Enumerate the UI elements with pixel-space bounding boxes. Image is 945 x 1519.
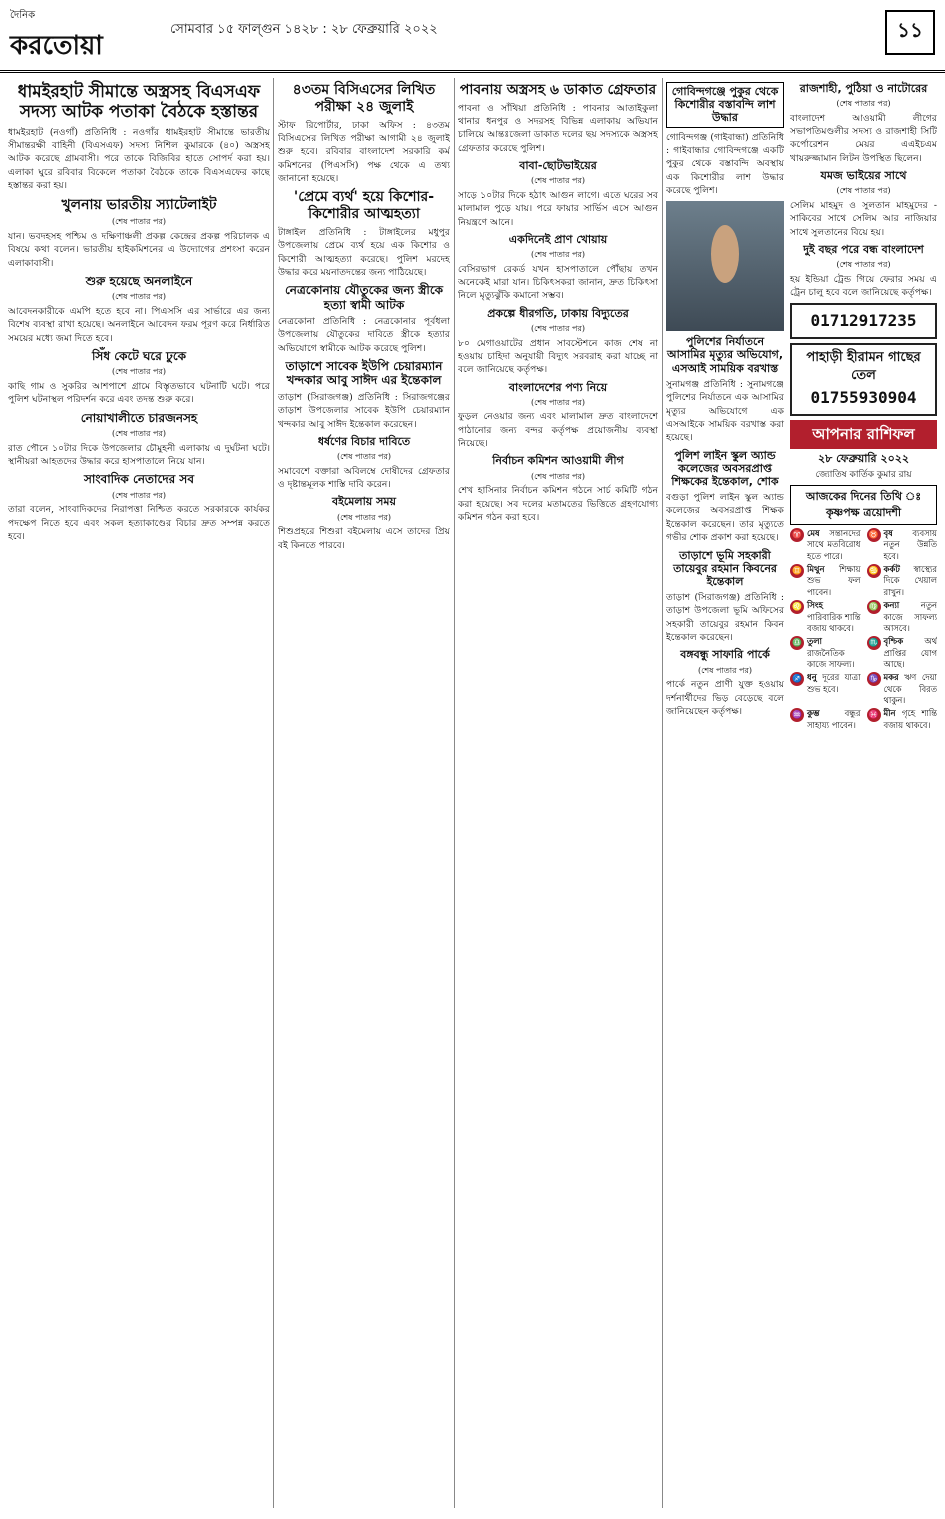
continued-note: (শেষ পাতার পর): [111, 429, 167, 438]
headline: পুলিশ লাইন স্কুল অ্যান্ড কলেজের অবসরপ্রাপ্ত শিক্ষকের ইন্তেকাল, শোক: [671, 448, 779, 488]
sign-name: তুলা: [807, 636, 822, 647]
horoscope-text: [807, 600, 861, 634]
article-body: হয় ইন্ডিয়া ট্রেন্ড গিয়ে ফেরার সময় এ ট্রেন চালু হবে বলে জানিয়েছে কর্তৃপক্ষ।: [790, 273, 937, 299]
article-body: বেসিরভাগ রেকর্ড যখন হাসপাতালে পৌঁছায় তখন অনেকেই মারা যান। চিকিৎসকরা জানান, দ্রুত চিকিৎসা নিলে মৃত্যুঝুঁকি কমানো সম্ভব।: [458, 263, 658, 302]
article-body: যান। ভবদহসহ পশ্চিম ও দক্ষিণাঞ্চলী প্রকল্প কেন্দ্রের প্রকল্প পরিচালক এ বিষয়ে কথা বলেন। ভারতীয় হাইকমিশনের এ উদ্যোগের প্রশংসা করেন এলাকাবাসী।: [8, 230, 270, 269]
news-photo: [666, 201, 784, 331]
article-body: টাঙ্গাইল প্রতিনিধি : টাঙ্গাইলের মধুপুর উপজেলায় প্রেমে ব্যর্থ হয়ে এক কিশোর ও কিশোরী আত্মহত্যা করেছে। পুলিশ মরদেহ উদ্ধার করে ময়নাতদন্তের জন্য পাঠিয়েছে।: [278, 226, 450, 278]
horoscope-text: [884, 636, 938, 670]
horoscope-text: [807, 708, 861, 731]
headline: গোবিন্দগঞ্জে পুকুর থেকে কিশোরীর বস্তাবন্দি লাশ উদ্ধার: [666, 82, 784, 128]
ad-phone-number: 01755930904: [810, 388, 917, 408]
continued-note: (শেষ পাতার পর): [336, 512, 392, 522]
column-4-left: [666, 78, 784, 731]
horoscope-text: [884, 708, 938, 731]
article-body: ৮০ মেগাওয়াটের প্রধান সাবস্টেশনে কাজ শেষ না হওয়ায় চাহিদা অনুযায়ী বিদ্যুৎ সরবরাহ করা যাচ্ছে না বলে জানিয়েছে কর্তৃপক্ষ।: [458, 337, 658, 376]
headline: ধর্ষণের বিচার দাবিতে: [317, 434, 411, 448]
continued-note: (শেষ পাতার পর): [697, 665, 753, 675]
article-body: শেখ হাসিনার নির্বাচন কমিশন গঠনে সার্চ কমিটি গঠন করা হয়েছে। সব দলের মতামতের ভিত্তিতে গ্রহণযোগ্য কমিশন গঠন করা হবে।: [458, 485, 658, 523]
zodiac-icon: ♓: [867, 708, 881, 722]
sign-name: ধনু: [807, 672, 817, 683]
horoscope-sign: [867, 528, 938, 562]
headline: শুরু হয়েছে অনলাইনে: [85, 273, 193, 288]
horoscope-sign: [790, 564, 861, 598]
sign-name: কুম্ভ: [807, 708, 820, 719]
sign-text: স্বাস্থ্যের দিকে খেয়াল রাখুন।: [883, 564, 937, 597]
zodiac-icon: ♐: [790, 672, 804, 686]
article-body: ধামইরহাট (নওগাঁ) প্রতিনিধি : নওগাঁর ধামইরহাট সীমান্তে ভারতীয় সীমান্তরক্ষী বাহিনী (বিএসএফ) সদস্য নিশিল কুমারকে (৪০) অস্ত্রসহ আটক করেছে গ্রামবাসী। পরে তাকে বিজিবির হাতে সোপর্দ করা হয়। এলাকা ঘুরে রবিবার বিকেলে পতাকা বৈঠকে তাকে বিএসএফের কাছে হস্তান্তর করা হয়।: [8, 126, 270, 192]
headline: নোয়াখালীতে চারজনসহ: [80, 410, 198, 425]
ad-phone-number: 01712917235: [810, 311, 917, 331]
article-body: সমাবেশে বক্তারা অবিলম্বে দোষীদের গ্রেফতার ও দৃষ্টান্তমূলক শাস্তি দাবি করেন।: [278, 465, 450, 491]
sign-text: রাজনৈতিক কাজে সাফল্য।: [807, 647, 855, 669]
horoscope-sign: [790, 672, 861, 706]
headline: ৪৩তম বিসিএসের লিখিত পরীক্ষা ২৪ জুলাই: [292, 82, 436, 115]
headline: তাড়াশে ভূমি সহকারী তায়েবুর রহমান কিবনের ইন্তেকাল: [673, 548, 777, 588]
sign-name: কন্যা: [883, 600, 900, 611]
horoscope-grid: [790, 528, 937, 731]
headline: বাংলাদেশের পণ্য নিয়ে: [508, 380, 608, 394]
dateline: সোমবার ১৫ ফাল্গুন ১৪২৮ : ২৮ ফেব্রুয়ারি ২০২২: [170, 22, 438, 37]
headline: 'প্রেমে ব্যর্থ' হয়ে কিশোর-কিশোরীর আত্মহত্যা: [293, 189, 435, 223]
sign-text: দূরের যাত্রা শুভ হবে।: [807, 672, 861, 694]
horoscope-text: [884, 564, 938, 598]
lead-headline: ধামইরহাট সীমান্তে অস্ত্রসহ বিএসএফ সদস্য আটক পতাকা বৈঠকে হস্তান্তর: [17, 82, 261, 123]
sign-text: অর্থ প্রাপ্তির যোগ আছে।: [883, 636, 937, 669]
column-3: [458, 78, 658, 1508]
logo-text: করতোয়া: [10, 31, 103, 61]
headline: বইমেলায় সময়: [332, 495, 396, 509]
headline: যমজ ভাইয়ের সাথে: [820, 169, 907, 183]
column-4: [666, 78, 937, 1508]
ad-title: পাহাড়ী হীরামন গাছের তেল: [806, 349, 921, 384]
tithi-box: আজকের দিনের তিথি ঃ কৃষ্ণপক্ষ ত্রয়োদশী: [790, 485, 937, 525]
horoscope-text: [807, 528, 861, 562]
continued-note: (শেষ পাতার পর): [336, 452, 392, 462]
horoscope-sign: [867, 564, 938, 598]
continued-note: (শেষ পাতার পর): [111, 490, 167, 500]
sign-text: ঋণ দেয়া থেকে বিরত থাকুন।: [883, 672, 937, 705]
horoscope-date: ২৮ ফেব্রুয়ারি ২০২২: [817, 452, 910, 466]
zodiac-icon: ♋: [867, 564, 881, 578]
horoscope-text: [884, 600, 938, 634]
horoscope-sign: [867, 708, 938, 731]
horoscope-text: [807, 672, 861, 706]
sign-text: সন্তানদের সাথে মতবিরোধ হতে পারে।: [807, 528, 861, 561]
continued-note: (শেষ পাতার পর): [530, 176, 586, 186]
sign-name: সিংহ: [807, 600, 823, 611]
headline: প্রকল্পে ধীরগতি, ঢাকায় বিদ্যুতের: [487, 306, 629, 320]
headline: পাবনায় অস্ত্রসহ ৬ ডাকাত গ্রেফতার: [459, 82, 657, 98]
horoscope-sign: [790, 528, 861, 562]
sign-text: পারিবারিক শান্তি বজায় থাকবে।: [807, 611, 861, 633]
headline: নেত্রকোনায় যৌতুকের জন্য স্ত্রীকে হত্যা স্বামী আটক: [284, 283, 444, 312]
horoscope-author: জ্যোতিষ কার্তিক কুমার রায়: [815, 470, 912, 481]
continued-note: (শেষ পাতার পর): [836, 260, 891, 270]
page-number: ১১: [885, 10, 935, 55]
continued-note: (শেষ পাতার পর): [836, 99, 891, 109]
article-body: বাংলাদেশ আওয়ামী লীগের সভাপতিমণ্ডলীর সদস্য ও রাজশাহী সিটি কর্পোরেশন মেয়র এএইচএম খায়রুজ্জামান লিটন উপস্থিত ছিলেন।: [790, 112, 937, 164]
article-body: স্টাফ রিপোর্টার, ঢাকা অফিস : ৪৩তম বিসিএসের লিখিত পরীক্ষা আগামী ২৪ জুলাই শুরু হবে। রবিবার বাংলাদেশ সরকারি কর্ম কমিশনের (পিএসসি) পক্ষ থেকে এ তথ্য জানানো হয়েছে।: [278, 119, 450, 184]
sign-text: গৃহে শান্তি বজায় থাকবে।: [883, 708, 937, 730]
column-4-right: [790, 78, 937, 731]
headline: সিঁধ কেটে ঘরে ঢুকে: [91, 348, 187, 363]
headline: বাবা-ছোটভাইয়ের: [519, 159, 597, 173]
article-body: নেত্রকোনা প্রতিনিধি : নেত্রকোনার পূর্বধলা উপজেলায় যৌতুকের দাবিতে স্ত্রীকে হত্যার অভিযোগে স্বামীকে আটক করেছে পুলিশ।: [278, 316, 450, 354]
horoscope-title: আপনার রাশিফল: [790, 420, 937, 450]
article-body: কাছি গাম ও সুকরির আশপাশে গ্রামে বিস্তৃতভাবে ঘটনাটি ঘটে। পরে পুলিশ ঘটনাস্থল পরিদর্শন করে এবং তদন্ত শুরু করে।: [8, 380, 270, 406]
headline: রাজশাহী, পুঠিয়া ও নাটোরের: [799, 82, 928, 95]
article-body: গোবিন্দগঞ্জ (গাইবান্ধা) প্রতিনিধি : গাইবান্ধার গোবিন্দগঞ্জে একটি পুকুর থেকে বস্তাবন্দি অবস্থায় এক কিশোরীর লাশ উদ্ধার করেছে পুলিশ।: [666, 131, 784, 196]
article-body: তাড়াশ (সিরাজগঞ্জ) প্রতিনিধি : তাড়াশ উপজেলা ভূমি অফিসের সহকারী তায়েবুর রহমান কিবন ইন্তেকাল করেছেন।: [666, 592, 784, 644]
column-divider: [273, 78, 274, 1508]
sign-name: মীন: [883, 708, 896, 719]
horoscope-sign: [867, 672, 938, 706]
zodiac-icon: ♒: [790, 708, 804, 722]
headline: একদিনেই প্রাণ খোয়ায়: [508, 232, 608, 246]
logo-tag: দৈনিক: [10, 10, 36, 21]
headline: বঙ্গবন্ধু সাফারি পার্কে: [680, 648, 770, 662]
article-body: শিশুপ্রহরে শিশুরা বইমেলায় এসে তাদের প্রিয় বই কিনতে পারবে।: [278, 526, 450, 551]
headline: তাড়াশে সাবেক ইউপি চেয়ারম্যান খন্দকার আবু সাঈদ এর ইন্তেকাল: [285, 359, 443, 388]
continued-note: (শেষ পাতার পর): [836, 186, 891, 196]
advertisement-oil: [790, 343, 937, 416]
article-body: তাড়াশ (সিরাজগঞ্জ) প্রতিনিধি : সিরাজগঞ্জের তাড়াশ উপজেলার সাবেক ইউপি চেয়ারম্যান খন্দকার আবু সাঈদ ইন্তেকাল করেছেন।: [278, 391, 450, 430]
column-4-split: [666, 78, 937, 731]
horoscope-text: [807, 564, 861, 598]
sign-text: শিক্ষায় শুভ ফল পাবেন।: [807, 564, 861, 597]
sign-text: ব্যবসায় নতুন উন্নতি হবে।: [883, 528, 937, 561]
continued-note: (শেষ পাতার পর): [111, 367, 167, 377]
zodiac-icon: ♉: [867, 528, 881, 542]
continued-note: (শেষ পাতার পর): [111, 217, 167, 227]
zodiac-icon: ♈: [790, 528, 804, 542]
sign-name: বৃষ: [883, 528, 893, 539]
column-divider: [662, 78, 663, 1508]
horoscope-sign: [867, 636, 938, 670]
zodiac-icon: ♊: [790, 564, 804, 578]
continued-note: (শেষ পাতার পর): [530, 397, 586, 407]
sign-name: মেষ: [807, 528, 820, 539]
sign-text: বন্ধুর সাহায্য পাবেন।: [807, 708, 861, 730]
continued-note: (শেষ পাতার পর): [111, 292, 167, 302]
horoscope-sign: [790, 636, 861, 670]
continued-note: (শেষ পাতার পর): [530, 323, 586, 333]
sign-name: কর্কট: [883, 564, 900, 575]
horoscope-sign: [790, 600, 861, 634]
article-body: পার্কে নতুন প্রাণী যুক্ত হওয়ায় দর্শনার্থীদের ভিড় বেড়েছে বলে জানিয়েছেন কর্তৃপক্ষ।: [666, 679, 784, 717]
article-body: বগুড়া পুলিশ লাইন স্কুল অ্যান্ড কলেজের অবসরপ্রাপ্ত শিক্ষক ইন্তেকাল করেছেন। তার মৃত্যুতে গভীর শোক প্রকাশ করা হয়েছে।: [666, 492, 784, 544]
sign-name: মিথুন: [807, 564, 825, 575]
zodiac-icon: ♑: [867, 672, 881, 686]
sign-text: নতুন কাজে সাফল্য আসবে।: [883, 600, 937, 633]
article-body: তারা বলেন, সাংবাদিকদের নিরাপত্তা নিশ্চিত করতে সরকারকে কার্যকর পদক্ষেপ নিতে হবে এবং সকল হত্যাকাণ্ডের বিচার দ্রুত সম্পন্ন করতে হবে।: [8, 504, 270, 542]
column-1: [8, 78, 270, 1508]
newspaper-logo: [10, 8, 103, 69]
column-2: [278, 78, 450, 1508]
article-body: রাত পৌনে ১০টার দিকে উপজেলার চৌমুহনী এলাকায় এ দুর্ঘটনা ঘটে। স্থানীয়রা আহতদের উদ্ধার করে হাসপাতালে নিয়ে যান।: [8, 442, 270, 467]
headline: দুই বছর পরে বন্ধ বাংলাদেশ: [803, 242, 924, 256]
zodiac-icon: ♍: [867, 600, 881, 614]
horoscope-text: [884, 528, 938, 562]
continued-note: (শেষ পাতার পর): [530, 250, 586, 260]
sign-name: বৃশ্চিক: [883, 636, 904, 647]
article-body: সাড়ে ১০টার দিকে হঠাৎ আগুন লাগে। এতে ঘরের সব মালামাল পুড়ে যায়। পরে ফায়ার সার্ভিস এসে আগুন নিয়ন্ত্রণে আনে।: [458, 189, 658, 228]
horoscope-sign: [867, 600, 938, 634]
column-divider: [454, 78, 455, 1508]
zodiac-icon: ♌: [790, 600, 804, 614]
zodiac-icon: ♎: [790, 636, 804, 650]
horoscope-sign: [790, 708, 861, 731]
zodiac-icon: ♏: [867, 636, 881, 650]
sign-name: মকর: [883, 672, 899, 683]
headline: পুলিশের নির্যাতনে আসামির মৃত্যুর অভিযোগ, এসআই সাময়িক বরখাস্ত: [666, 335, 784, 375]
article-body: সুনামগঞ্জ প্রতিনিধি : সুনামগঞ্জে পুলিশের নির্যাতনে এক আসামির মৃত্যুর অভিযোগে এক এসআইকে সাময়িক বরখাস্ত করা হয়েছে।: [666, 378, 784, 444]
article-body: সেলিম মাহমুদ ও সুলতান মাহমুদের - সাকিবের সাথে সেলিম আর নাজিয়ার সাথে সুলতানের বিয়ে হয়।: [790, 199, 937, 238]
masthead: [0, 0, 945, 73]
horoscope-text: [884, 672, 938, 706]
article-body: পাবনা ও সাঁথিয়া প্রতিনিধি : পাবনার আতাইকুলা থানার ধনপুর ও সদরসহ বিভিন্ন এলাকায় অভিযান চালিয়ে আন্তঃজেলা ডাকাত দলের ছয় সদস্যকে অস্ত্রসহ গ্রেফতার করেছে পুলিশ।: [458, 102, 658, 154]
continued-note: (শেষ পাতার পর): [530, 471, 586, 481]
headline: সাংবাদিক নেতাদের সব: [83, 472, 195, 487]
headline: খুলনায় ভারতীয় স্যাটেলাইট: [61, 196, 217, 213]
advertisement-phone: [790, 303, 937, 338]
article-body: আবেদনকারীকে এমপি হতে হবে না। পিএসসি এর সার্ভারে এর জন্য বিশেষ ব্যবস্থা রাখা হয়েছে। অনলাইনে আবেদন ফরম পূরণ করে নির্ধারিত সময়ের মধ্যে জমা দিতে হবে।: [8, 305, 270, 344]
article-body: ফুড়ল নেওয়ার জন্য এবং মালামাল দ্রুত বাংলাদেশে পাঠানোর জন্য বন্দর কর্তৃপক্ষ প্রয়োজনীয় ব্যবস্থা নিয়েছে।: [458, 411, 658, 450]
headline: নির্বাচন কমিশন আওয়ামী লীগ: [492, 454, 624, 468]
horoscope-text: [807, 636, 861, 670]
